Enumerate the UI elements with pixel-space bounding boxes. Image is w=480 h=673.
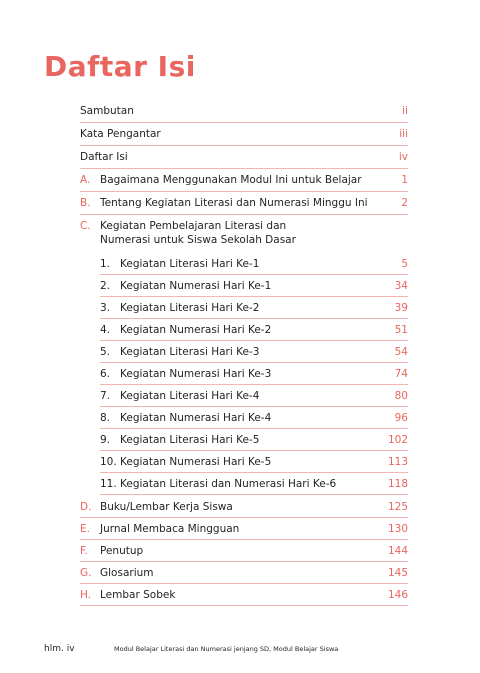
toc-entry-page: 146 (387, 589, 408, 601)
toc-entry[interactable] (80, 150, 408, 169)
toc-entry-text: Bagaimana Menggunakan Modul Ini untuk Belajar (100, 174, 362, 186)
toc-entry-page: 125 (387, 501, 408, 513)
toc-entry-text: Buku/Lembar Kerja Siswa (100, 501, 233, 513)
toc-subentry-number: 6. (100, 368, 111, 380)
toc-subentry[interactable] (100, 323, 408, 341)
module-title: Modul Belajar Literasi dan Numerasi jenjang SD, Modul Belajar Siswa (114, 645, 339, 653)
toc-subentry-number: 2. (100, 280, 111, 292)
toc-subentry-page: 5 (401, 258, 408, 270)
toc-entry[interactable] (80, 500, 408, 518)
toc-entry-number: E. (80, 523, 90, 535)
toc-subentry-number: 3. (100, 302, 111, 314)
toc-entry-text: Tentang Kegiatan Literasi dan Numerasi Minggu Ini (100, 197, 368, 209)
toc-entry[interactable] (80, 127, 408, 146)
toc-entry[interactable] (80, 104, 408, 123)
page-title: Daftar Isi (44, 50, 196, 83)
toc-subentry-page: 39 (394, 302, 408, 314)
toc-subentry-number: 11. (100, 478, 117, 490)
toc-subentry[interactable] (100, 477, 408, 495)
toc-entry-page: 2 (401, 197, 408, 209)
toc-subentry[interactable] (100, 345, 408, 363)
toc-entry-number: H. (80, 589, 92, 601)
toc-subentry-text: Kegiatan Literasi Hari Ke-1 (120, 258, 260, 270)
toc-subentry-page: 34 (394, 280, 408, 292)
toc-subentry-number: 1. (100, 258, 111, 270)
toc-entry-text: Kegiatan Pembelajaran Literasi dan Numerasi untuk Siswa Sekolah Dasar (100, 220, 296, 246)
toc-subentry-page: 96 (394, 412, 408, 424)
toc-subentry-text: Kegiatan Numerasi Hari Ke-3 (120, 368, 272, 380)
toc-subentry[interactable] (100, 279, 408, 297)
toc-subentry-text: Kegiatan Literasi Hari Ke-3 (120, 346, 260, 358)
toc-entry-number: G. (80, 567, 92, 579)
toc-entry-text: Jurnal Membaca Mingguan (100, 523, 240, 535)
toc-entry-page: 144 (387, 545, 408, 557)
toc-subentry-page: 74 (394, 368, 408, 380)
toc-entry-number: C. (80, 220, 91, 232)
toc-entry-text: Daftar Isi (80, 151, 128, 163)
toc-entry[interactable] (80, 522, 408, 540)
toc-subentry-number: 5. (100, 346, 111, 358)
toc-subentry[interactable] (100, 389, 408, 407)
toc-subentry-page: 113 (387, 456, 408, 468)
toc-entry[interactable] (80, 566, 408, 584)
toc-entry-page: 1 (401, 174, 408, 186)
toc-subentry[interactable] (100, 411, 408, 429)
toc-entry-text: Penutup (100, 545, 144, 557)
toc-subentry-text: Kegiatan Numerasi Hari Ke-5 (120, 456, 272, 468)
toc-entry-page: iii (399, 128, 408, 140)
toc-entry-number: F. (80, 545, 88, 557)
toc-subentry[interactable] (100, 455, 408, 473)
toc-subentry-number: 9. (100, 434, 111, 446)
toc-subentry[interactable] (100, 433, 408, 451)
toc-subentry-text: Kegiatan Numerasi Hari Ke-4 (120, 412, 272, 424)
toc-entry[interactable] (80, 196, 408, 215)
toc-subentry[interactable] (100, 367, 408, 385)
toc-subentry-text: Kegiatan Literasi Hari Ke-4 (120, 390, 260, 402)
toc-subentry-text: Kegiatan Literasi Hari Ke-2 (120, 302, 260, 314)
toc-entry[interactable] (80, 544, 408, 562)
page-number: hlm. iv (44, 644, 75, 654)
toc-entry-number: D. (80, 501, 92, 513)
toc-entry-text: Glosarium (100, 567, 154, 579)
toc-subentry-page: 102 (387, 434, 408, 446)
toc-subentry-text: Kegiatan Numerasi Hari Ke-2 (120, 324, 272, 336)
toc-subentry-text: Kegiatan Literasi dan Numerasi Hari Ke-6 (120, 478, 337, 490)
toc-subentry[interactable] (100, 257, 408, 275)
toc-subentry-number: 10. (100, 456, 117, 468)
toc-entry-page: ii (402, 105, 408, 117)
toc-subentry-text: Kegiatan Numerasi Hari Ke-1 (120, 280, 272, 292)
toc-subentry-text: Kegiatan Literasi Hari Ke-5 (120, 434, 260, 446)
toc-subentry-number: 4. (100, 324, 111, 336)
toc-entry-page: 130 (387, 523, 408, 535)
toc-subentry-page: 54 (394, 346, 408, 358)
toc-entry[interactable] (80, 219, 408, 249)
toc-subentry-page: 80 (394, 390, 408, 402)
toc-entry[interactable] (80, 588, 408, 606)
toc-entry-page: 145 (387, 567, 408, 579)
table-of-contents (80, 104, 408, 606)
subsection-list (80, 257, 408, 495)
toc-entry-page: iv (398, 151, 408, 163)
toc-subentry[interactable] (100, 301, 408, 319)
toc-subentry-number: 7. (100, 390, 111, 402)
toc-entry-number: A. (80, 174, 91, 186)
toc-subentry-page: 118 (387, 478, 408, 490)
toc-subentry-number: 8. (100, 412, 111, 424)
toc-entry-text: Lembar Sobek (100, 589, 176, 601)
toc-entry-text: Sambutan (80, 105, 134, 117)
toc-entry-number: B. (80, 197, 91, 209)
toc-subentry-page: 51 (394, 324, 408, 336)
toc-entry[interactable] (80, 173, 408, 192)
toc-entry-text: Kata Pengantar (80, 128, 161, 140)
